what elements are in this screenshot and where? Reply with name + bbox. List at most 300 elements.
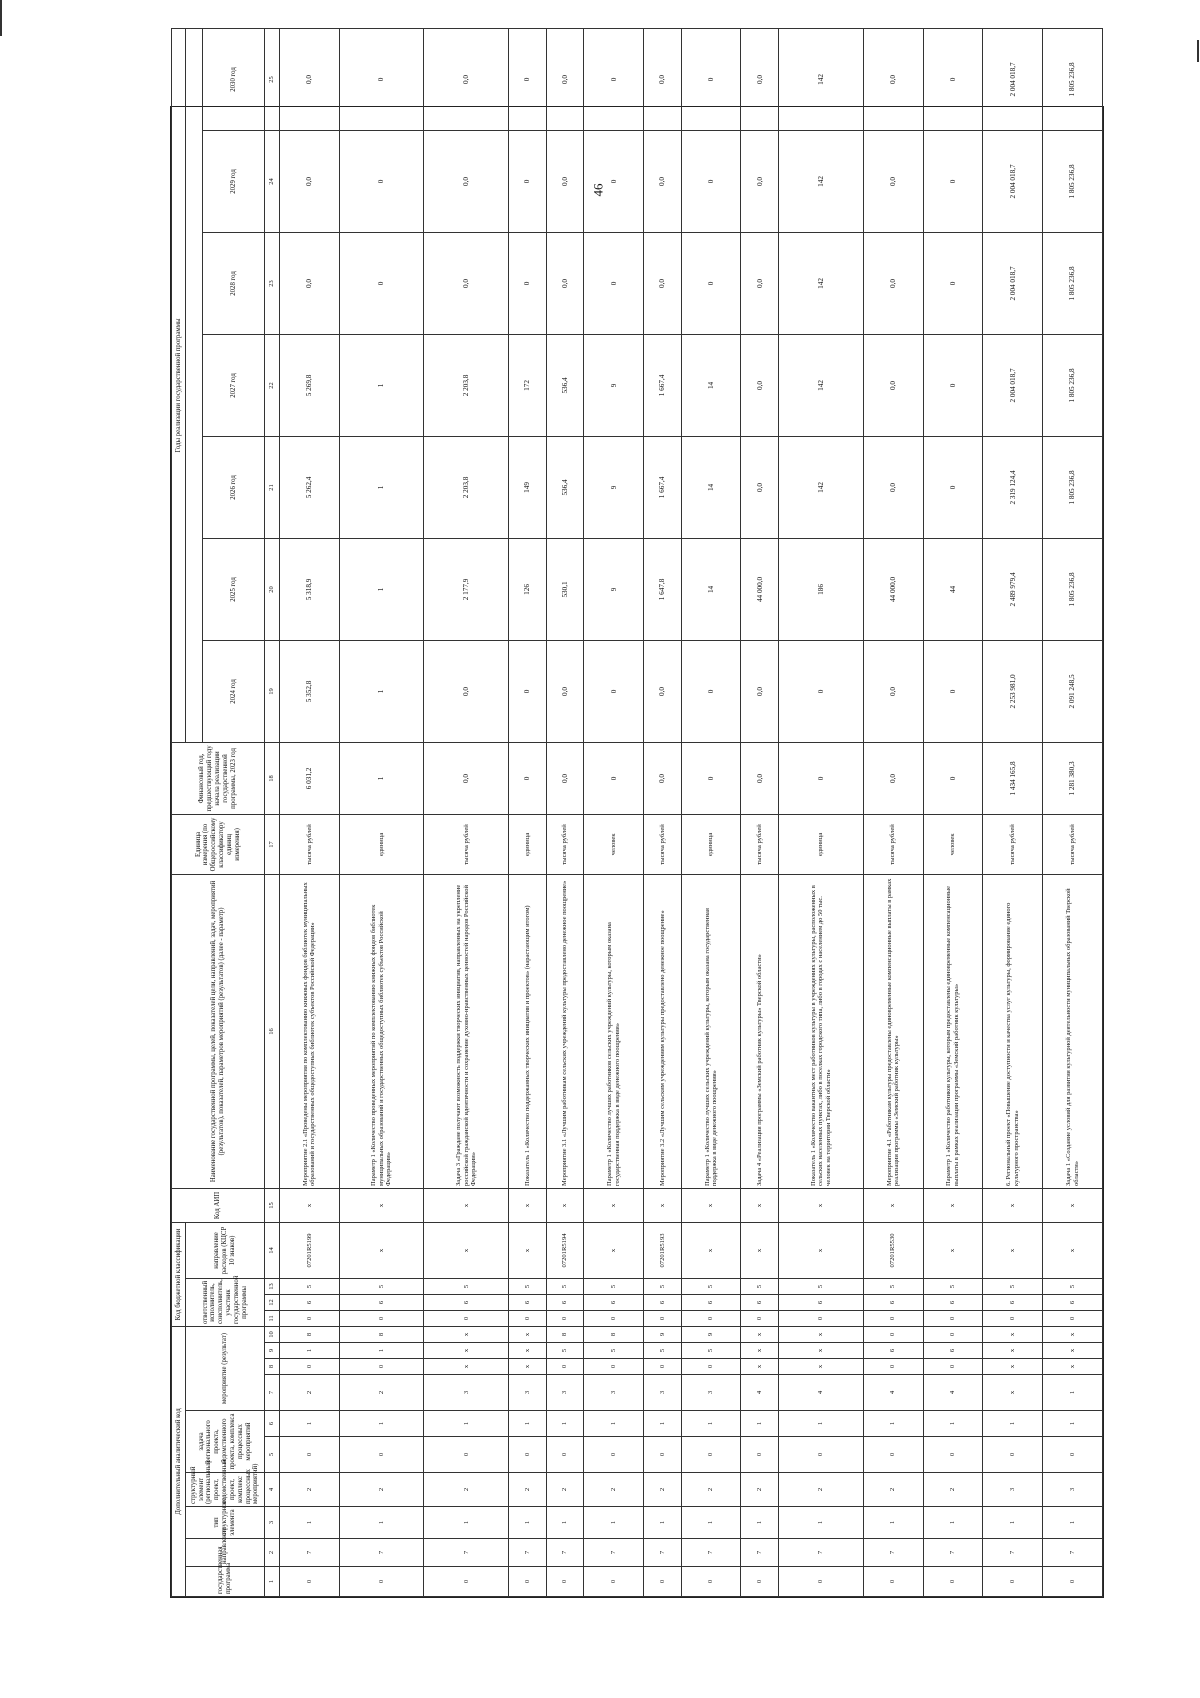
code-cell: 8 [546,1327,584,1343]
code-cell: 5 [644,1343,682,1359]
code-cell: 5 [509,1279,547,1295]
row-year-value: 0 [584,130,644,232]
table-row [546,28,584,1596]
code-cell: 0 [339,1359,424,1375]
code-cell: 1 [1043,1507,1103,1539]
row-year-value: 14 [681,334,741,436]
document-table-frame [170,62,1104,1598]
row-name: Задача 1 «Создание условий для развития культурной деятельности муниципальных образований Тверской области» [1043,874,1103,1188]
code-cell: 0 [1043,1311,1103,1327]
code-cell: 2 [923,1473,983,1507]
row-year-value: 0,0 [863,232,923,334]
row-year-value: 0,0 [741,640,779,742]
code-cell: x [424,1327,509,1343]
code-cell: 3 [983,1473,1043,1507]
code-cell: 1 [681,1411,741,1437]
header-years-spacer [186,28,203,742]
column-number: 22 [265,334,280,436]
row-unit: тысяча рублей [280,814,340,874]
code-cell: 0 [779,1437,864,1473]
row-name: Мероприятие 3.1 «Лучшим работникам сельских учреждений культуры предоставлено денежное поощрение» [546,874,584,1188]
code-cell: 1 [644,1411,682,1437]
row-year-value: 1 [339,334,424,436]
row-year-value: 14 [681,538,741,640]
row-year-value: 9 [584,334,644,436]
code-cell: x [339,1222,424,1278]
code-cell: 2 [741,1473,779,1507]
row-name: Мероприятие 2.1 «Проведены мероприятия по комплектованию книжных фондов библиотек муниципальных образований и государственных общедоступных библиотек субъектов Российской Федерации» [280,874,340,1188]
code-cell: 6 [863,1343,923,1359]
row-year-value: 0,0 [863,334,923,436]
row-year-value: 172 [509,334,547,436]
code-cell: 0 [983,1311,1043,1327]
row-unit: тысяча рублей [424,814,509,874]
row-year-value: 9 [584,436,644,538]
row-year-value: 0,0 [280,28,340,130]
row-unit: единица [681,814,741,874]
row-year-value: 2 004 018,7 [983,130,1043,232]
code-cell: 5 [741,1279,779,1295]
code-cell: 2 [584,1473,644,1507]
row-year-value: 0,0 [424,640,509,742]
row-unit: тысяча рублей [644,814,682,874]
code-cell: 5 [1043,1279,1103,1295]
row-unit: тысяча рублей [546,814,584,874]
code-cell: 07201R5194 [546,1222,584,1278]
code-cell: 3 [681,1375,741,1411]
row-year-value: 0,0 [741,232,779,334]
row-year-value: 0 [339,28,424,130]
row-year-value: 0 [779,640,864,742]
code-cell: 7 [863,1539,923,1567]
code-cell: 1 [339,1343,424,1359]
row-year-value: 1 667,4 [644,436,682,538]
code-cell: 1 [509,1411,547,1437]
row-year-value: 0,0 [644,130,682,232]
header-budget-code: Код бюджетной классификации [172,1222,186,1326]
header-year: 2028 год [203,232,265,334]
row-year-value: 5 318,9 [280,538,340,640]
code-cell: 6 [923,1343,983,1359]
code-cell: 1 [644,1507,682,1539]
code-cell: 0 [546,1567,584,1597]
code-cell: 1 [779,1411,864,1437]
column-number: 1 [265,1567,280,1597]
code-cell: x [983,1343,1043,1359]
code-cell: 0 [339,1567,424,1597]
code-cell: 6 [741,1295,779,1311]
code-cell: 2 [339,1375,424,1411]
code-cell: 0 [863,1311,923,1327]
row-unit: тысяча рублей [983,814,1043,874]
code-cell: x [1043,1222,1103,1278]
code-cell: 0 [681,1359,741,1375]
code-cell: 1 [983,1507,1043,1539]
code-cell: 2 [424,1473,509,1507]
code-cell: x [923,1188,983,1222]
code-cell: 1 [280,1343,340,1359]
row-year-value: 1 [339,538,424,640]
code-cell: 1 [546,1507,584,1539]
header-unit: Единица измерения (по Общероссийскому классификатору единиц измерения) [172,814,265,874]
code-cell: 6 [509,1295,547,1311]
row-year-value: 186 [779,538,864,640]
row-year-value: 0,0 [863,28,923,130]
header-gos-program: государственная программа [186,1567,265,1597]
row-name: Параметр 1 «Количество лучших сельских учреждений культуры, которым оказана государственная поддержка в виде денежного поощрения» [681,874,741,1188]
column-number: 11 [265,1311,280,1327]
code-cell: 7 [546,1539,584,1567]
row-year-value: 0,0 [741,334,779,436]
code-cell: x [509,1343,547,1359]
row-fin-year-value: 6 031,2 [280,742,340,814]
code-cell: 4 [923,1375,983,1411]
table-row [923,28,983,1596]
row-year-value: 0,0 [863,640,923,742]
code-cell: x [424,1359,509,1375]
row-fin-year-value: 0,0 [863,742,923,814]
header-analytic-code: Дополнительный аналитический код [172,1327,186,1597]
column-number: 20 [265,538,280,640]
row-unit: единица [779,814,864,874]
code-cell: x [779,1188,864,1222]
code-cell: x [1043,1343,1103,1359]
row-year-value: 1 667,4 [644,334,682,436]
row-unit: единица [509,814,547,874]
code-cell: 0 [923,1327,983,1343]
code-cell: 0 [424,1311,509,1327]
code-cell: 6 [779,1295,864,1311]
code-cell: 0 [644,1567,682,1597]
program-table [171,28,1103,1597]
code-cell: 0 [644,1359,682,1375]
row-year-value: 1 805 236,8 [1043,28,1103,130]
table-row [644,28,682,1596]
code-cell: x [424,1343,509,1359]
code-cell: 2 [509,1473,547,1507]
code-cell: x [863,1188,923,1222]
code-cell: x [424,1222,509,1278]
code-cell: 0 [741,1567,779,1597]
code-cell: 5 [584,1343,644,1359]
header-years: Годы реализации государственной программы [172,28,186,742]
row-fin-year-value: 1 [339,742,424,814]
column-number: 3 [265,1507,280,1539]
code-cell: 5 [584,1279,644,1295]
row-year-value: 0 [923,28,983,130]
header-expense-dir: направление расходов (КЦСР 10 знаков) [186,1222,265,1278]
code-cell: 0 [863,1437,923,1473]
code-cell: 0 [923,1437,983,1473]
code-cell: 0 [584,1437,644,1473]
code-cell: 1 [546,1411,584,1437]
row-year-value: 0,0 [424,232,509,334]
row-year-value: 2 203,8 [424,436,509,538]
code-cell: 7 [509,1539,547,1567]
row-year-value: 0 [509,232,547,334]
row-year-value: 1 805 236,8 [1043,436,1103,538]
code-cell: 0 [280,1359,340,1375]
row-year-value: 142 [779,436,864,538]
code-cell: 9 [644,1327,682,1343]
column-number: 13 [265,1279,280,1295]
row-year-value: 0,0 [280,130,340,232]
code-cell: 6 [644,1295,682,1311]
code-cell: 0 [681,1437,741,1473]
header-year: 2029 год [203,130,265,232]
code-cell: 0 [280,1311,340,1327]
table-row [584,28,644,1596]
code-cell: x [983,1375,1043,1411]
column-number: 18 [265,742,280,814]
column-number-row [265,28,280,1596]
code-cell: x [644,1188,682,1222]
code-cell: 8 [339,1327,424,1343]
code-cell: x [509,1222,547,1278]
code-cell: 1 [339,1411,424,1437]
code-cell: 0 [983,1437,1043,1473]
header-year: 2025 год [203,538,265,640]
header-struct-elem: структурный элемент (региональный проект, ведомственный проект, комплекс процессных мероприятий) [186,1473,265,1507]
row-year-value: 2 004 018,7 [983,334,1043,436]
row-year-value: 0,0 [644,640,682,742]
row-year-value: 0 [584,640,644,742]
header-task: задача регионального проекта, ведомственного проекта, комплекса процессных мероприятий [186,1411,265,1473]
code-cell: 1 [339,1507,424,1539]
code-cell: 7 [983,1539,1043,1567]
code-cell: 5 [983,1279,1043,1295]
code-cell: 07201R5199 [280,1222,340,1278]
table-row [424,28,509,1596]
row-year-value: 1 805 236,8 [1043,130,1103,232]
code-cell: 3 [644,1375,682,1411]
code-cell: 0 [584,1567,644,1597]
row-year-value: 44 [923,538,983,640]
code-cell: 5 [644,1279,682,1295]
code-cell: 0 [863,1567,923,1597]
table-row [280,28,340,1596]
row-fin-year-value: 0,0 [644,742,682,814]
header-year: 2026 год [203,436,265,538]
code-cell: 0 [779,1311,864,1327]
code-cell: 2 [339,1473,424,1507]
code-cell: 7 [923,1539,983,1567]
code-cell: 5 [863,1279,923,1295]
code-cell: 0 [741,1437,779,1473]
row-year-value: 2 177,9 [424,538,509,640]
row-year-value: 44 000,0 [741,538,779,640]
code-cell: 1 [584,1507,644,1539]
row-fin-year-value: 1 434 165,8 [983,742,1043,814]
header-aip-code: Код АИП [172,1188,265,1222]
row-year-value: 142 [779,232,864,334]
code-cell: 0 [509,1311,547,1327]
row-year-value: 142 [779,130,864,232]
code-cell: 0 [681,1567,741,1597]
code-cell: 7 [644,1539,682,1567]
code-cell: 0 [546,1437,584,1473]
row-year-value: 0,0 [741,130,779,232]
code-cell: 4 [863,1375,923,1411]
row-year-value: 0 [681,28,741,130]
column-number: 19 [265,640,280,742]
table-row [1043,28,1103,1596]
code-cell: x [509,1188,547,1222]
code-cell: 0 [424,1567,509,1597]
code-cell: 0 [546,1311,584,1327]
code-cell: 6 [584,1295,644,1311]
row-name: Мероприятие 3.2 «Лучшим сельским учреждениям культуры предоставлено денежное поощрение» [644,874,682,1188]
code-cell: x [983,1222,1043,1278]
row-year-value: 0 [923,334,983,436]
scan-mark [0,0,2,36]
table-row [779,28,864,1596]
header-name: Наименование государственной программы, целей, показателей цели, направлений, задач, мероприятий (результатов), показателей, параметров мероприятий (результатов) (далее - параметр) [172,874,265,1188]
code-cell: 2 [644,1473,682,1507]
code-cell: 2 [546,1473,584,1507]
row-year-value: 0,0 [546,640,584,742]
header-struct-type: тип структурного элемента [186,1507,265,1539]
code-cell: 1 [681,1507,741,1539]
code-cell: x [779,1222,864,1278]
row-year-value: 2 253 981,0 [983,640,1043,742]
code-cell: 1 [863,1411,923,1437]
row-unit: человек [584,814,644,874]
column-number: 8 [265,1359,280,1375]
column-number: 10 [265,1327,280,1343]
row-year-value: 2 203,8 [424,334,509,436]
row-year-value: 0 [339,232,424,334]
row-unit: единица [339,814,424,874]
code-cell: x [681,1188,741,1222]
code-cell: 0 [741,1311,779,1327]
code-cell: 3 [424,1375,509,1411]
code-cell: 07201R5530 [863,1222,923,1278]
code-cell: 7 [584,1539,644,1567]
code-cell: 0 [779,1567,864,1597]
row-year-value: 0 [923,232,983,334]
column-number: 21 [265,436,280,538]
row-fin-year-value: 0,0 [741,742,779,814]
code-cell: 5 [546,1279,584,1295]
row-year-value: 0,0 [546,28,584,130]
code-cell: 6 [923,1295,983,1311]
row-unit: тысяча рублей [863,814,923,874]
code-cell: x [681,1222,741,1278]
column-number: 4 [265,1473,280,1507]
code-cell: 8 [280,1327,340,1343]
row-name: Параметр 1 «Количество лучших работников сельских учреждений культуры, которым оказана государственная поддержка в виде денежного поощрения» [584,874,644,1188]
row-year-value: 0 [509,130,547,232]
code-cell: 6 [280,1295,340,1311]
code-cell: x [779,1359,864,1375]
row-year-value: 149 [509,436,547,538]
code-cell: 0 [546,1359,584,1375]
code-cell: x [280,1188,340,1222]
code-cell: 3 [509,1375,547,1411]
header-year: 2030 год [203,28,265,130]
column-number: 15 [265,1188,280,1222]
code-cell: 9 [681,1327,741,1343]
row-year-value: 0,0 [644,232,682,334]
column-number: 2 [265,1539,280,1567]
row-year-value: 0,0 [546,130,584,232]
code-cell: 3 [584,1375,644,1411]
code-cell: 3 [546,1375,584,1411]
row-name: Параметр 1 «Количество проведенных мероприятий по комплектованию книжных фондов библиотек муниципальных образований и государственных общедоступных библиотек субъектов Российской Федерации» [339,874,424,1188]
code-cell: 2 [779,1473,864,1507]
row-year-value: 0,0 [546,232,584,334]
code-cell: x [779,1327,864,1343]
code-cell: 7 [280,1539,340,1567]
code-cell: 1 [509,1507,547,1539]
row-name: Задача 4 «Реализация программы «Земский работник культуры» Тверской области» [741,874,779,1188]
code-cell: 6 [424,1295,509,1311]
row-year-value: 1 805 236,8 [1043,538,1103,640]
table-row [741,28,779,1596]
column-number: 17 [265,814,280,874]
code-cell: x [983,1359,1043,1375]
code-cell: 1 [923,1507,983,1539]
row-year-value: 0 [509,28,547,130]
table-row [681,28,741,1596]
row-name: Показатель 1 «Количество вакантных мест работников культуры в учреждениях культуры, расположенных в сельских населенных пунктах, либо в поселках городского типа, либо в городах с населением до 50 тыс. человек на территории Тверской области» [779,874,864,1188]
header-year: 2024 год [203,640,265,742]
code-cell: 6 [546,1295,584,1311]
code-cell: x [983,1188,1043,1222]
row-year-value: 0 [923,640,983,742]
code-cell: 5 [681,1279,741,1295]
table-row [983,28,1043,1596]
code-cell: 5 [779,1279,864,1295]
code-cell: x [741,1222,779,1278]
table-row [863,28,923,1596]
row-year-value: 0,0 [741,28,779,130]
code-cell: 5 [424,1279,509,1295]
code-cell: 7 [681,1539,741,1567]
code-cell: 1 [280,1411,340,1437]
row-year-value: 2 004 018,7 [983,232,1043,334]
code-cell: 1 [584,1411,644,1437]
row-unit: тысяча рублей [1043,814,1103,874]
code-cell: 7 [1043,1539,1103,1567]
row-year-value: 0 [509,640,547,742]
code-cell: 1 [923,1411,983,1437]
row-fin-year-value: 0 [584,742,644,814]
code-cell: 0 [1043,1437,1103,1473]
code-cell: x [983,1327,1043,1343]
code-cell: 0 [863,1359,923,1375]
code-cell: 0 [923,1359,983,1375]
code-cell: 2 [280,1473,340,1507]
row-year-value: 0,0 [424,28,509,130]
code-cell: 0 [983,1567,1043,1597]
row-year-value: 0,0 [424,130,509,232]
row-year-value: 0 [681,232,741,334]
row-year-value: 142 [779,334,864,436]
header-fin-year: Финансовый год, предшествующий году начала реализации государственной программы, 2023 год [172,742,265,814]
code-cell: x [741,1343,779,1359]
row-year-value: 2 004 018,7 [983,28,1043,130]
header-executor: ответственный исполнитель, соисполнитель, участник государственной программы [186,1279,265,1327]
row-year-value: 0 [339,130,424,232]
code-cell: 0 [509,1567,547,1597]
row-fin-year-value: 0 [923,742,983,814]
row-year-value: 142 [779,28,864,130]
code-cell: x [741,1359,779,1375]
code-cell: 1 [741,1507,779,1539]
row-year-value: 1 [339,640,424,742]
